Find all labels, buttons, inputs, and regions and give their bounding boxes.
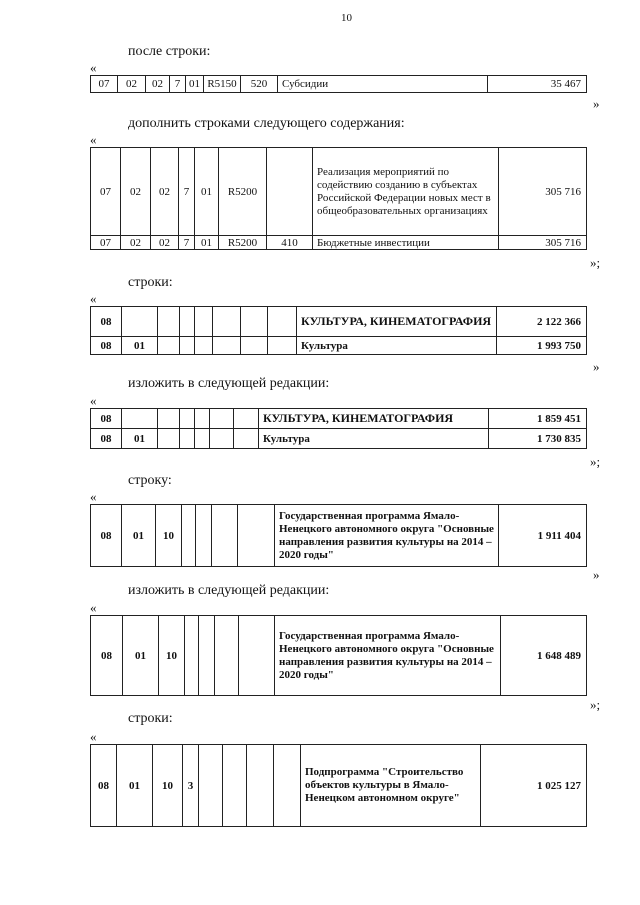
section-2-intro: дополнить строками следующего содержания: bbox=[128, 116, 405, 131]
section-1-intro: после строки: bbox=[128, 44, 211, 59]
code-cell: 08 bbox=[91, 307, 122, 337]
section-6-close-quote: »; bbox=[590, 697, 601, 712]
empty-cell bbox=[182, 505, 196, 567]
table-row bbox=[91, 429, 587, 449]
table-row bbox=[91, 409, 587, 429]
code-cell: 08 bbox=[91, 505, 122, 567]
code-cell: 7 bbox=[179, 236, 195, 250]
section-5-intro: строку: bbox=[128, 473, 172, 488]
code-cell: 410 bbox=[267, 236, 313, 250]
empty-cell bbox=[215, 616, 239, 696]
section-3-table bbox=[90, 306, 587, 355]
amount-cell: 1 730 835 bbox=[489, 429, 587, 449]
empty-cell bbox=[234, 409, 259, 429]
empty-cell bbox=[195, 409, 210, 429]
empty-cell bbox=[199, 745, 223, 827]
code-cell bbox=[267, 148, 313, 236]
code-cell: 02 bbox=[121, 148, 151, 236]
name-cell: КУЛЬТУРА, КИНЕМАТОГРАФИЯ bbox=[297, 307, 497, 337]
empty-cell bbox=[195, 429, 210, 449]
empty-cell bbox=[268, 337, 297, 355]
empty-cell bbox=[195, 307, 213, 337]
name-cell: Субсидии bbox=[278, 76, 488, 93]
code-cell: 3 bbox=[183, 745, 199, 827]
empty-cell bbox=[185, 616, 199, 696]
code-cell: 520 bbox=[241, 76, 278, 93]
code-cell: 01 bbox=[123, 616, 159, 696]
empty-cell bbox=[158, 409, 180, 429]
code-cell: 08 bbox=[91, 409, 122, 429]
table-row bbox=[91, 616, 587, 696]
section-1-open-quote: « bbox=[90, 60, 97, 75]
name-cell: Государственная программа Ямало-Ненецкого автономного округа "Основные направления развития культуры на 2014 – 2020 годы" bbox=[275, 505, 499, 567]
code-cell: 01 bbox=[122, 505, 156, 567]
table-row bbox=[91, 148, 587, 236]
section-6-open-quote: « bbox=[90, 600, 97, 615]
section-1-table bbox=[90, 75, 587, 93]
empty-cell bbox=[247, 745, 274, 827]
page-number: 10 bbox=[341, 12, 352, 24]
empty-cell bbox=[180, 337, 195, 355]
amount-cell: 305 716 bbox=[499, 148, 587, 236]
section-1-close-quote: » bbox=[593, 96, 600, 111]
empty-cell bbox=[213, 337, 241, 355]
name-cell: Государственная программа Ямало-Ненецкого автономного округа "Основные направления развития культуры на 2014 – 2020 годы" bbox=[275, 616, 501, 696]
name-cell: Бюджетные инвестиции bbox=[313, 236, 499, 250]
code-cell bbox=[122, 307, 158, 337]
code-cell: R5200 bbox=[219, 236, 267, 250]
empty-cell bbox=[268, 307, 297, 337]
code-cell: R5200 bbox=[219, 148, 267, 236]
code-cell: 08 bbox=[91, 429, 122, 449]
code-cell: 01 bbox=[122, 429, 158, 449]
code-cell: 02 bbox=[146, 76, 170, 93]
name-cell: Подпрограмма "Строительство объектов культуры в Ямало-Ненецком автономном округе" bbox=[301, 745, 481, 827]
section-2-close-quote: »; bbox=[590, 255, 601, 270]
section-3-close-quote: » bbox=[593, 359, 600, 374]
code-cell: 08 bbox=[91, 337, 122, 355]
name-cell: Культура bbox=[297, 337, 497, 355]
name-cell: Реализация мероприятий по содействию созданию в субъектах Российской Федерации новых мест в общеобразовательных организациях bbox=[313, 148, 499, 236]
empty-cell bbox=[213, 307, 241, 337]
empty-cell bbox=[223, 745, 247, 827]
table-row bbox=[91, 236, 587, 250]
section-3-open-quote: « bbox=[90, 291, 97, 306]
code-cell: 10 bbox=[159, 616, 185, 696]
code-cell: 02 bbox=[121, 236, 151, 250]
section-5-close-quote: » bbox=[593, 567, 600, 582]
section-7-table bbox=[90, 744, 587, 827]
name-cell: Культура bbox=[259, 429, 489, 449]
table-row bbox=[91, 505, 587, 567]
empty-cell bbox=[210, 429, 234, 449]
code-cell: 07 bbox=[91, 236, 121, 250]
empty-cell bbox=[158, 337, 180, 355]
code-cell: 10 bbox=[156, 505, 182, 567]
empty-cell bbox=[180, 429, 195, 449]
amount-cell: 305 716 bbox=[499, 236, 587, 250]
empty-cell bbox=[195, 337, 213, 355]
name-cell: КУЛЬТУРА, КИНЕМАТОГРАФИЯ bbox=[259, 409, 489, 429]
amount-cell: 1 859 451 bbox=[489, 409, 587, 429]
amount-cell: 1 993 750 bbox=[497, 337, 587, 355]
empty-cell bbox=[274, 745, 301, 827]
section-5-table bbox=[90, 504, 587, 567]
table-row bbox=[91, 307, 587, 337]
empty-cell bbox=[196, 505, 212, 567]
empty-cell bbox=[158, 307, 180, 337]
section-3-intro: строки: bbox=[128, 275, 173, 290]
code-cell: 10 bbox=[153, 745, 183, 827]
amount-cell: 1 911 404 bbox=[499, 505, 587, 567]
code-cell: 02 bbox=[151, 236, 179, 250]
empty-cell bbox=[180, 409, 195, 429]
section-2-table bbox=[90, 147, 587, 250]
section-6-intro: изложить в следующей редакции: bbox=[128, 583, 330, 598]
table-row bbox=[91, 745, 587, 827]
code-cell: 08 bbox=[91, 745, 117, 827]
section-4-open-quote: « bbox=[90, 393, 97, 408]
empty-cell bbox=[158, 429, 180, 449]
section-4-table bbox=[90, 408, 587, 449]
empty-cell bbox=[199, 616, 215, 696]
amount-cell: 2 122 366 bbox=[497, 307, 587, 337]
table-row bbox=[91, 76, 587, 93]
section-6-table bbox=[90, 615, 587, 696]
code-cell: 07 bbox=[91, 76, 118, 93]
amount-cell: 1 025 127 bbox=[481, 745, 587, 827]
code-cell: 7 bbox=[179, 148, 195, 236]
empty-cell bbox=[234, 429, 259, 449]
code-cell: 7 bbox=[170, 76, 186, 93]
code-cell: 01 bbox=[195, 236, 219, 250]
empty-cell bbox=[239, 616, 275, 696]
section-7-open-quote: « bbox=[90, 729, 97, 744]
empty-cell bbox=[241, 307, 268, 337]
empty-cell bbox=[212, 505, 238, 567]
section-5-open-quote: « bbox=[90, 489, 97, 504]
code-cell: 01 bbox=[186, 76, 204, 93]
code-cell bbox=[122, 409, 158, 429]
empty-cell bbox=[210, 409, 234, 429]
empty-cell bbox=[180, 307, 195, 337]
code-cell: 07 bbox=[91, 148, 121, 236]
code-cell: 02 bbox=[151, 148, 179, 236]
section-7-intro: строки: bbox=[128, 711, 173, 726]
code-cell: 01 bbox=[195, 148, 219, 236]
empty-cell bbox=[238, 505, 275, 567]
code-cell: R5150 bbox=[204, 76, 241, 93]
table-row bbox=[91, 337, 587, 355]
code-cell: 01 bbox=[117, 745, 153, 827]
section-4-close-quote: »; bbox=[590, 454, 601, 469]
code-cell: 08 bbox=[91, 616, 123, 696]
amount-cell: 35 467 bbox=[488, 76, 587, 93]
section-4-intro: изложить в следующей редакции: bbox=[128, 376, 330, 391]
section-2-open-quote: « bbox=[90, 132, 97, 147]
empty-cell bbox=[241, 337, 268, 355]
code-cell: 01 bbox=[122, 337, 158, 355]
code-cell: 02 bbox=[118, 76, 146, 93]
amount-cell: 1 648 489 bbox=[501, 616, 587, 696]
